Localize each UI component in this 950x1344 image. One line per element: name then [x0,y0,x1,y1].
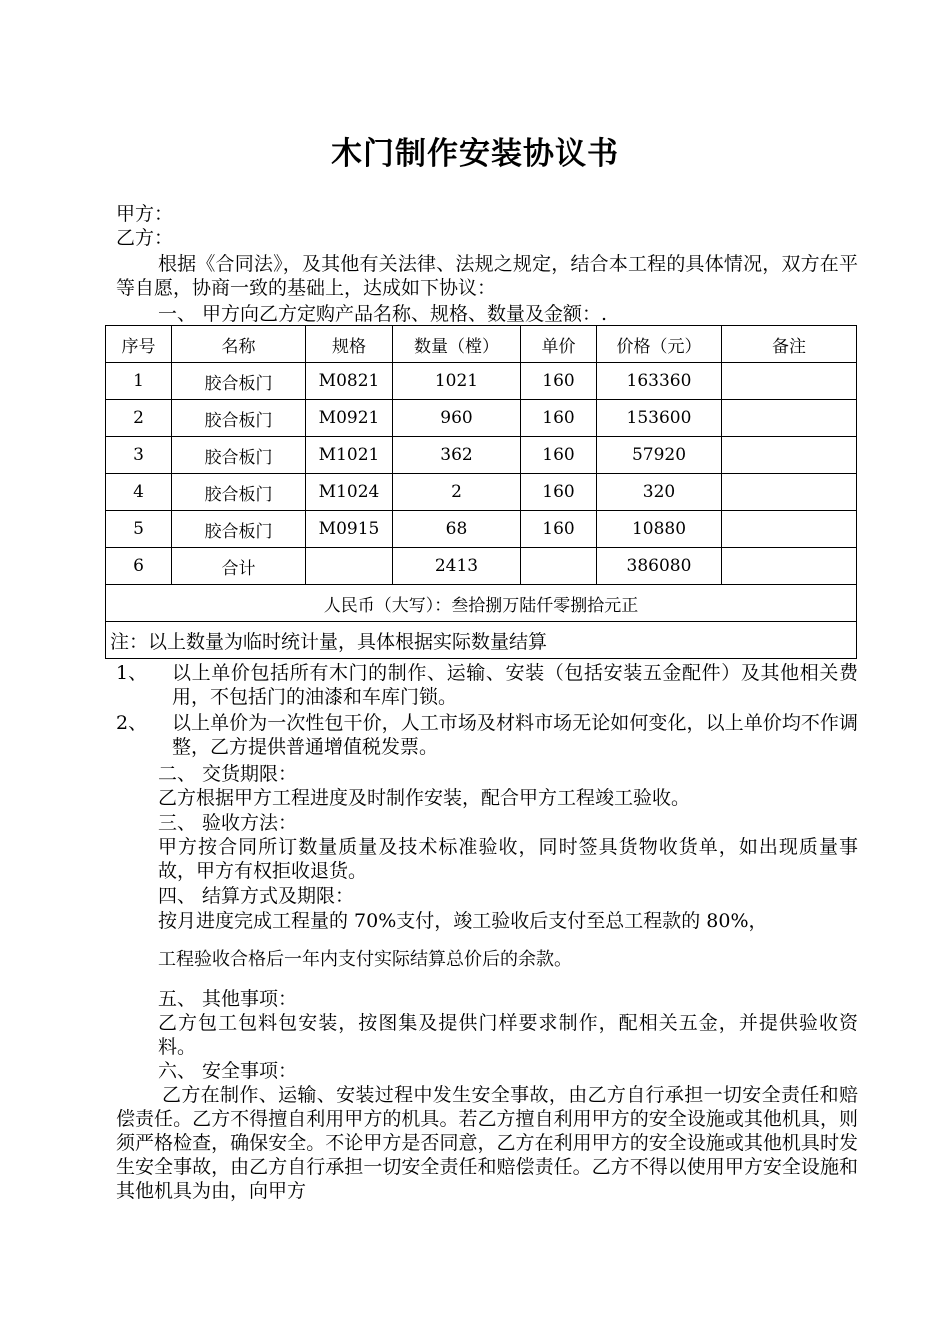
section4-heading: 四、 结算方式及期限： [158,885,355,907]
table-row [106,474,857,511]
intro-paragraph: 根据《合同法》，及其他有关法律、法规之规定，结合本工程的具体情况，双方在平等自愿，协商一致的基础上，达成如下协议： [116,253,858,299]
party-b-label: 乙方： [116,227,174,249]
section4-text: 按月进度完成工程量的 70%支付，竣工验收后支付至总工程款的 80%， [158,910,768,932]
section6-heading: 六、 安全事项： [158,1060,298,1082]
table-cell: 10880 [597,511,722,548]
table-row [106,437,857,474]
order-table [105,325,857,659]
table-note: 注：以上数量为临时统计量，具体根据实际数量结算 [106,622,857,659]
header-cell: 单价 [521,326,597,363]
header-cell: 备注 [722,326,857,363]
document-title: 木门制作安装协议书 [331,136,619,172]
table-cell: 960 [393,400,521,437]
rmb-amount: 人民币（大写）：叁拾捌万陆仟零捌拾元正 [106,585,857,622]
header-cell: 序号 [106,326,172,363]
table-cell: 4 [106,474,172,511]
section6-text: 乙方在制作、运输、安装过程中发生安全事故，由乙方自行承担一切安全责任和赔偿责任。乙方不得擅自利用甲方的机具。若乙方擅自利用甲方的安全设施或其他机具，则须严格检查，确保安全。不论甲方是否同意，乙方在利用甲方的安全设施或其他机具时发生安全事故，由乙方自行承担一切安全责任和赔偿责任。乙方不得以使用甲方安全设施和其他机具为由，向甲方 [116,1084,858,1202]
section5-text: 乙方包工包料包安装，按图集及提供门样要求制作，配相关五金，并提供验收资料。 [158,1012,858,1058]
table-row [106,363,857,400]
table-cell: 胶合板门 [172,363,306,400]
table-cell: M0915 [306,511,393,548]
table-cell: 320 [597,474,722,511]
table-cell: 胶合板门 [172,474,306,511]
header-cell: 数量（樘） [393,326,521,363]
table-cell [722,548,857,585]
table-cell: 160 [521,474,597,511]
section3-heading: 三、 验收方法： [158,812,298,834]
header-cell: 名称 [172,326,306,363]
section2-text: 乙方根据甲方工程进度及时制作安装，配合甲方工程竣工验收。 [158,787,691,809]
table-cell: 合计 [172,548,306,585]
header-cell: 规格 [306,326,393,363]
party-a-label: 甲方： [116,203,174,225]
table-row [106,511,857,548]
section4-text-continued: 工程验收合格后一年内支付实际结算总价后的余款。 [158,949,572,970]
table-cell [722,363,857,400]
table-cell: 160 [521,437,597,474]
table-cell: 362 [393,437,521,474]
table-cell: 160 [521,363,597,400]
table-cell: M0921 [306,400,393,437]
table-cell: 57920 [597,437,722,474]
note-row [106,622,857,659]
rmb-row [106,585,857,622]
table-cell: 386080 [597,548,722,585]
table-cell [521,548,597,585]
table-cell: 160 [521,400,597,437]
table-cell: 1 [106,363,172,400]
table-total-row [106,548,857,585]
table-cell: M1024 [306,474,393,511]
item2-text: 以上单价为一次性包干价，人工市场及材料市场无论如何变化，以上单价均不作调整，乙方提供普通增值税发票。 [172,712,858,758]
item1-text: 以上单价包括所有木门的制作、运输、安装（包括安装五金配件）及其他相关费用，不包括门的油漆和车库门锁。 [172,662,858,708]
table-cell: 胶合板门 [172,437,306,474]
table-cell: 3 [106,437,172,474]
table-cell: 2413 [393,548,521,585]
table-cell: 153600 [597,400,722,437]
table-cell: 胶合板门 [172,511,306,548]
item1-number: 1、 [116,662,148,684]
item2-number: 2、 [116,712,148,734]
table-cell: M1021 [306,437,393,474]
table-cell: 160 [521,511,597,548]
table-cell [722,437,857,474]
table-cell [306,548,393,585]
table-cell: 1021 [393,363,521,400]
section3-text: 甲方按合同所订数量质量及技术标准验收，同时签具货物收货单，如出现质量事故，甲方有权拒收退货。 [158,836,858,882]
table-cell: 2 [393,474,521,511]
table-cell: 5 [106,511,172,548]
section1-heading: 一、 甲方向乙方定购产品名称、规格、数量及金额：. [158,303,608,325]
section2-heading: 二、 交货期限： [158,763,298,785]
header-cell: 价格（元） [597,326,722,363]
table-cell [722,474,857,511]
table-cell: 2 [106,400,172,437]
section5-heading: 五、 其他事项： [158,988,298,1010]
table-cell [722,400,857,437]
table-cell: 胶合板门 [172,400,306,437]
table-cell: 163360 [597,363,722,400]
table-cell: M0821 [306,363,393,400]
table-cell [722,511,857,548]
table-row [106,400,857,437]
table-cell: 68 [393,511,521,548]
table-header-row [106,326,857,363]
table-cell: 6 [106,548,172,585]
